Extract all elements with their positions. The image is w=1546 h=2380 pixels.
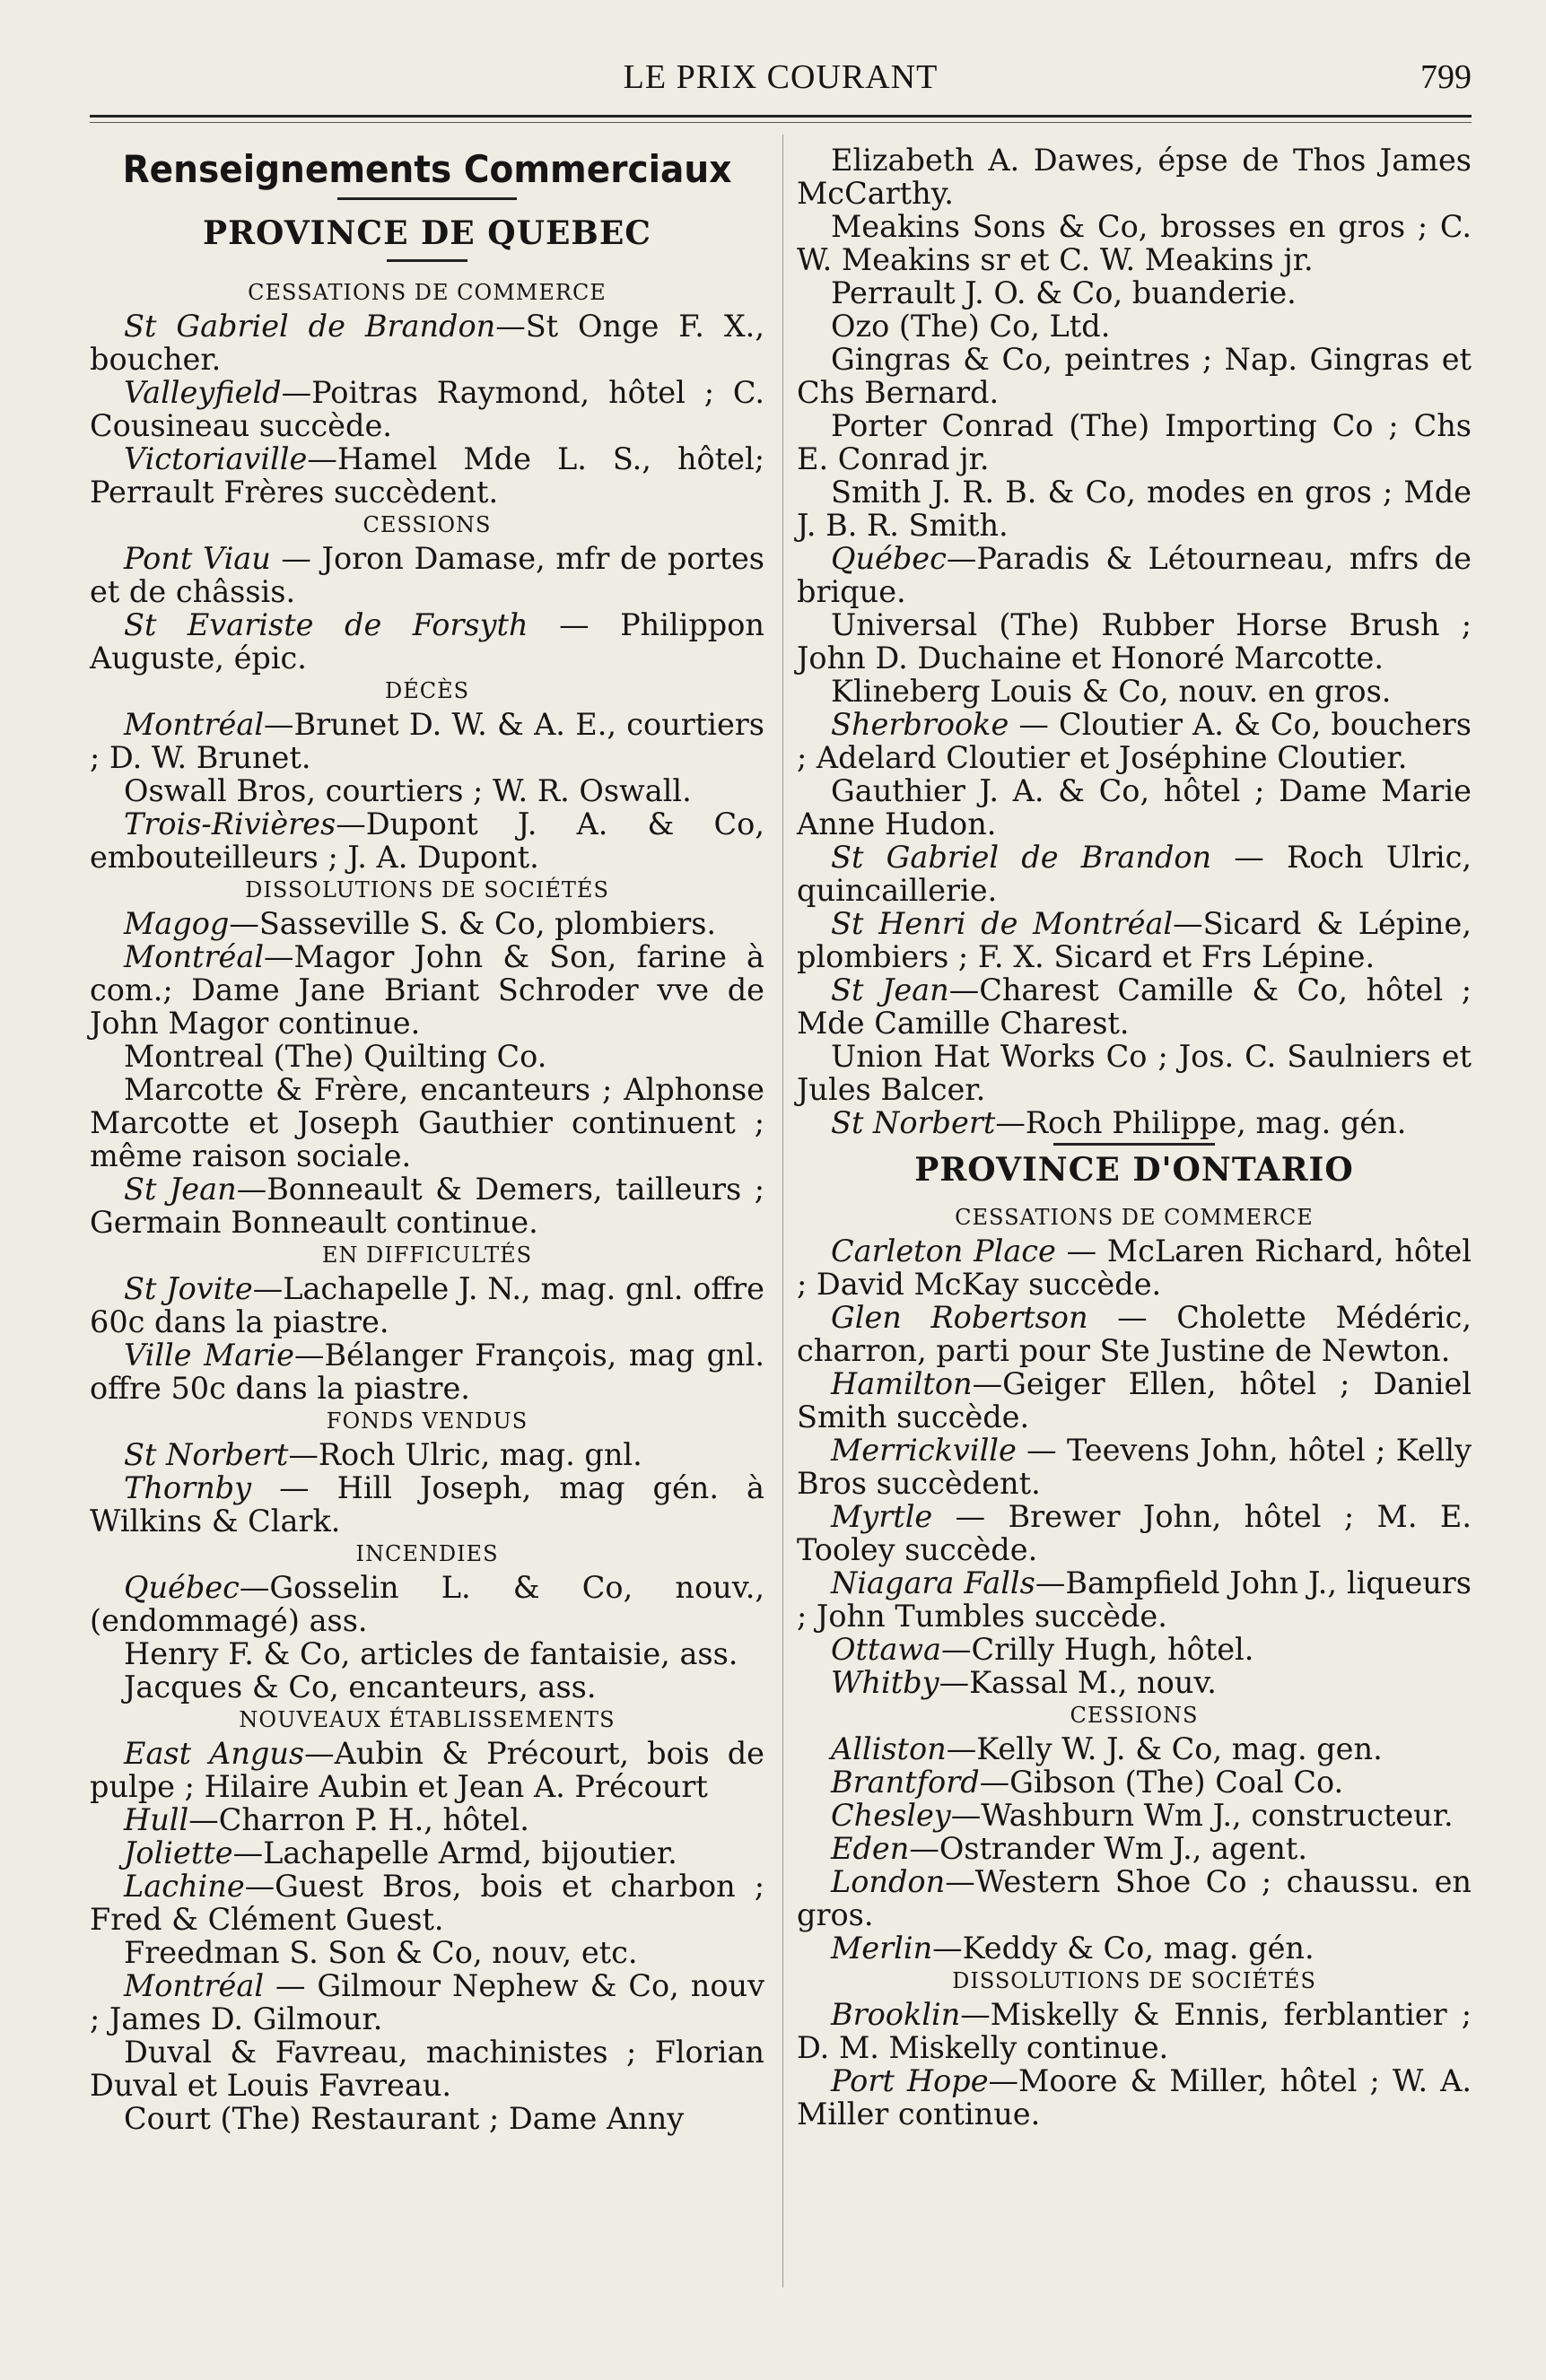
listing-place: Chesley — [831, 1798, 951, 1833]
province-heading-ontario: PROVINCE D'ONTARIO — [914, 1151, 1354, 1189]
listing-place: Niagara Falls — [831, 1565, 1035, 1600]
listing-text: Court (The) Restaurant ; Dame Anny — [124, 2101, 685, 2136]
listing-text: —Dupont J. A. & Co, embouteilleurs ; J. A. Dupont. — [90, 806, 764, 875]
listing-place: St Jean — [831, 972, 949, 1007]
listing-entry — [797, 542, 1472, 608]
listing-place: Hamilton — [831, 1366, 973, 1401]
listing-text: —Roch Philippe, mag. gén. — [995, 1105, 1407, 1140]
listing-text: —Bélanger François, mag gnl. offre 50c dans la piastre. — [90, 1338, 764, 1406]
listing-entry — [797, 1865, 1472, 1931]
listing-text: — Teevens John, hôtel ; Kelly Bros succèdent. — [797, 1433, 1472, 1501]
listing-text: —Poitras Raymond, hôtel ; C. Cousineau succède. — [90, 375, 764, 443]
listing-place: St Jean — [124, 1172, 237, 1207]
listing-place: Montréal — [124, 707, 265, 742]
listing-entry — [90, 1870, 764, 1936]
listing-entry — [797, 1732, 1472, 1765]
listing-text: Universal (The) Rubber Horse Brush ; John D. Duchaine et Honoré Marcotte. — [797, 607, 1472, 676]
listing-place: Eden — [831, 1831, 910, 1866]
listing-place: Brantford — [831, 1765, 980, 1800]
listing-text: — McLaren Richard, hôtel ; David McKay succède. — [797, 1234, 1472, 1302]
listing-entry — [90, 774, 764, 807]
listing-entry — [797, 708, 1472, 774]
listing-text: Marcotte & Frère, encanteurs ; Alphonse Marcotte et Joseph Gauthier continuent ; même raison sociale. — [90, 1072, 764, 1173]
listing-place: Glen Robertson — [831, 1300, 1088, 1335]
listing-text: —Sicard & Lépine, plombiers ; F. X. Sicard et Frs Lépine. — [797, 906, 1472, 974]
listing-text: Elizabeth A. Dawes, épse de Thos James McCarthy. — [797, 143, 1472, 211]
listing-entry — [90, 1936, 764, 1969]
listing-entry — [797, 1666, 1472, 1699]
listing-text: — Cholette Médéric, charron, parti pour Ste Justine de Newton. — [797, 1300, 1472, 1368]
province-heading-quebec: PROVINCE DE QUEBEC — [203, 214, 651, 252]
listing-entry — [90, 376, 764, 442]
listing-entry — [90, 309, 764, 376]
header-rule — [90, 115, 1472, 118]
listing-entry — [90, 1338, 764, 1405]
listing-entry — [797, 309, 1472, 343]
listing-entry — [797, 2064, 1472, 2131]
province-rule-top — [1053, 1143, 1215, 1146]
right-leading-entries — [797, 144, 1472, 1139]
listing-entry — [90, 1670, 764, 1704]
listing-entry — [90, 1173, 764, 1239]
listing-entry — [797, 907, 1472, 973]
listing-text: Montreal (The) Quilting Co. — [124, 1039, 547, 1074]
listing-entry — [797, 1765, 1472, 1799]
listing-place: Port Hope — [831, 2063, 989, 2098]
main-title: Renseignements Commerciaux — [122, 147, 732, 191]
listing-text: Union Hat Works Co ; Jos. C. Saulniers et Jules Balcer. — [797, 1039, 1472, 1107]
listing-place: Brooklin — [831, 1997, 961, 2032]
listing-place: Joliette — [124, 1835, 233, 1870]
listing-text: Klineberg Louis & Co, nouv. en gros. — [831, 674, 1392, 709]
listing-entry — [797, 144, 1472, 210]
spacer — [797, 1190, 1472, 1201]
listing-entry — [90, 708, 764, 774]
listing-text: —Kelly W. J. & Co, mag. gen. — [946, 1731, 1383, 1766]
listing-text: —Sasseville S. & Co, plombiers. — [229, 906, 717, 941]
listing-text: —Lachapelle Armd, bijoutier. — [232, 1835, 677, 1870]
listing-text: —Brunet D. W. & A. E., courtiers ; D. W. Brunet. — [90, 707, 764, 775]
listing-text: —Charron P. H., hôtel. — [188, 1802, 529, 1837]
listing-entry — [90, 807, 764, 874]
section-heading: CESSATIONS DE COMMERCE — [955, 1205, 1314, 1230]
title-rule — [337, 197, 517, 200]
page-number: 799 — [1420, 58, 1472, 96]
listing-text: Gingras & Co, peintres ; Nap. Gingras et Chs Bernard. — [797, 342, 1472, 410]
right-sections — [797, 1201, 1472, 2131]
listing-entry — [797, 1234, 1472, 1301]
listing-text: Meakins Sons & Co, brosses en gros ; C. W. Meakins sr et C. W. Meakins jr. — [797, 209, 1472, 277]
listing-text: —Guest Bros, bois et charbon ; Fred & Clément Guest. — [90, 1869, 764, 1937]
listing-text: —Bampfield John J., liqueurs ; John Tumbles succède. — [797, 1565, 1472, 1634]
listing-entry — [797, 1832, 1472, 1865]
listing-entry — [797, 1799, 1472, 1832]
listing-place: Hull — [124, 1802, 189, 1837]
province-rule — [387, 259, 467, 262]
listing-text: — Brewer John, hôtel ; M. E. Tooley succède. — [797, 1499, 1472, 1567]
listing-text: — Hill Joseph, mag gén. à Wilkins & Clark. — [90, 1470, 764, 1539]
listing-place: Alliston — [831, 1731, 947, 1766]
listing-entry — [797, 343, 1472, 409]
listing-text: —Western Shoe Co ; chaussu. en gros. — [797, 1864, 1472, 1932]
listing-text: —Roch Ulric, mag. gnl. — [288, 1437, 642, 1472]
listing-place: St Norbert — [124, 1437, 289, 1472]
listing-text: —Aubin & Précourt, bois de pulpe ; Hilaire Aubin et Jean A. Précourt — [90, 1736, 764, 1804]
listing-text: Jacques & Co, encanteurs, ass. — [124, 1669, 597, 1704]
listing-text: —Bonneault & Demers, tailleurs ; Germain Bonneault continue. — [90, 1172, 764, 1240]
listing-text: —Washburn Wm J., constructeur. — [950, 1798, 1454, 1833]
listing-text: — Roch Ulric, quincaillerie. — [797, 840, 1472, 908]
listing-place: Whitby — [831, 1665, 939, 1700]
listing-text: —Charest Camille & Co, hôtel ; Mde Camille Charest. — [797, 972, 1472, 1041]
listing-entry — [90, 1836, 764, 1870]
section-heading: INCENDIES — [355, 1541, 499, 1566]
listing-entry — [90, 2102, 764, 2135]
listing-entry — [797, 276, 1472, 309]
listing-text: —Hamel Mde L. S., hôtel; Perrault Frères succèdent. — [90, 441, 764, 510]
section-heading: EN DIFFICULTÉS — [321, 1242, 533, 1268]
listing-place: Thornby — [124, 1470, 252, 1505]
listing-entry — [797, 475, 1472, 542]
listing-entry — [797, 409, 1472, 475]
listing-text: Porter Conrad (The) Importing Co ; Chs E. Conrad jr. — [797, 408, 1472, 476]
listing-entry — [90, 1803, 764, 1836]
section-heading: CESSIONS — [362, 512, 492, 537]
listing-entry — [90, 2036, 764, 2102]
listing-place: Magog — [124, 906, 230, 941]
listing-text: — Joron Damase, mfr de portes et de châssis. — [90, 541, 764, 609]
listing-entry — [90, 1737, 764, 1803]
listing-entry — [90, 1637, 764, 1670]
listing-entry — [797, 1500, 1472, 1566]
right-column — [797, 144, 1472, 2131]
listing-place: Victoriaville — [124, 441, 308, 476]
listing-text: —Moore & Miller, hôtel ; W. A. Miller continue. — [797, 2063, 1472, 2132]
listing-entry — [797, 1633, 1472, 1666]
section-heading: CESSATIONS DE COMMERCE — [248, 280, 607, 305]
listing-text: Gauthier J. A. & Co, hôtel ; Dame Marie Anne Hudon. — [797, 773, 1472, 841]
listing-place: Trois-Rivières — [124, 806, 336, 841]
listing-entry — [90, 1471, 764, 1538]
listing-place: Québec — [124, 1570, 240, 1605]
listing-text: — Cloutier A. & Co, bouchers ; Adelard Cloutier et Joséphine Cloutier. — [797, 707, 1472, 775]
listing-text: —Gibson (The) Coal Co. — [979, 1765, 1344, 1800]
listing-entry — [90, 442, 764, 509]
listing-entry — [90, 1272, 764, 1338]
listing-entry — [90, 1040, 764, 1073]
listing-entry — [797, 1106, 1472, 1139]
listing-entry — [797, 1998, 1472, 2064]
listing-text: Smith J. R. B. & Co, modes en gros ; Mde J. B. R. Smith. — [797, 475, 1472, 543]
listing-entry — [797, 608, 1472, 675]
listing-place: Carleton Place — [831, 1234, 1056, 1268]
listing-entry — [797, 841, 1472, 907]
listing-place: Merlin — [831, 1931, 933, 1966]
listing-place: St Norbert — [831, 1105, 996, 1140]
listing-place: Sherbrooke — [831, 707, 1009, 742]
listing-entry — [90, 608, 764, 675]
listing-entry — [90, 1571, 764, 1637]
listing-entry — [797, 675, 1472, 708]
listing-place: Lachine — [124, 1869, 245, 1904]
listing-place: Ville Marie — [124, 1338, 294, 1373]
section-heading: NOUVEAUX ÉTABLISSEMENTS — [239, 1707, 616, 1732]
listing-entry — [797, 1301, 1472, 1367]
listing-entry — [797, 210, 1472, 276]
listing-entry — [797, 1566, 1472, 1633]
listing-entry — [797, 973, 1472, 1040]
section-heading: DISSOLUTIONS DE SOCIÉTÉS — [245, 877, 609, 902]
listing-text: Freedman S. Son & Co, nouv, etc. — [124, 1935, 638, 1970]
listing-text: Henry F. & Co, articles de fantaisie, ass. — [124, 1636, 738, 1671]
listing-text: —St Onge F. X., boucher. — [90, 309, 764, 377]
listing-entry — [90, 1438, 764, 1471]
listing-place: Montréal — [124, 939, 265, 974]
listing-entry — [797, 1367, 1472, 1434]
listing-place: St Gabriel de Brandon — [124, 309, 496, 344]
listing-place: St Gabriel de Brandon — [831, 840, 1212, 875]
running-title: LE PRIX COURANT — [623, 58, 939, 96]
listing-text: —Lachapelle J. N., mag. gnl. offre 60c dans la piastre. — [90, 1271, 764, 1339]
listing-text: Oswall Bros, courtiers ; W. R. Oswall. — [124, 773, 692, 808]
listing-place: Pont Viau — [124, 541, 271, 576]
listing-entry — [90, 1969, 764, 2036]
listing-place: St Jovite — [124, 1271, 253, 1306]
listing-entry — [797, 1931, 1472, 1965]
section-heading: FONDS VENDUS — [326, 1408, 528, 1434]
listing-text: —Geiger Ellen, hôtel ; Daniel Smith succède. — [797, 1366, 1472, 1434]
listing-place: Myrtle — [831, 1499, 933, 1534]
listing-text: Ozo (The) Co, Ltd. — [831, 309, 1111, 344]
column-divider — [782, 135, 783, 2288]
section-heading: DÉCÈS — [384, 678, 470, 703]
listing-place: St Evariste de Forsyth — [124, 607, 528, 642]
listing-text: —Magor John & Son, farine à com.; Dame Jane Briant Schroder vve de John Magor continue. — [90, 939, 764, 1041]
listing-text: — Philippon Auguste, épic. — [90, 607, 764, 676]
listing-place: St Henri de Montréal — [831, 906, 1174, 941]
listing-entry — [797, 1434, 1472, 1500]
listing-text: —Paradis & Létourneau, mfrs de brique. — [797, 541, 1472, 609]
listing-entry — [90, 1073, 764, 1173]
listing-text: —Miskelly & Ennis, ferblantier ; D. M. Miskelly continue. — [797, 1997, 1472, 2065]
listing-text: Duval & Favreau, machinistes ; Florian Duval et Louis Favreau. — [90, 2035, 764, 2103]
listing-place: London — [831, 1864, 946, 1899]
listing-place: Ottawa — [831, 1632, 942, 1667]
listing-entry — [90, 940, 764, 1040]
listing-place: Québec — [831, 541, 947, 576]
listing-place: Montréal — [124, 1968, 265, 2003]
section-heading: CESSIONS — [1070, 1703, 1199, 1728]
listing-text: — Gilmour Nephew & Co, nouv ; James D. Gilmour. — [90, 1968, 764, 2036]
left-sections — [90, 276, 764, 2135]
listing-entry — [797, 774, 1472, 841]
header-rule-thin — [90, 122, 1472, 123]
listing-entry — [90, 542, 764, 608]
listing-text: —Gosselin L. & Co, nouv., (endommagé) ass. — [90, 1570, 764, 1638]
listing-place: Valleyfield — [124, 375, 282, 410]
listing-text: —Ostrander Wm J., agent. — [909, 1831, 1307, 1866]
section-heading: DISSOLUTIONS DE SOCIÉTÉS — [952, 1968, 1316, 1993]
listing-entry — [797, 1040, 1472, 1106]
listing-text: —Kassal M., nouv. — [939, 1665, 1217, 1700]
page-header — [90, 56, 1472, 109]
listing-place: Merrickville — [831, 1433, 1017, 1468]
listing-place: East Angus — [124, 1736, 305, 1771]
listing-text: —Keddy & Co, mag. gén. — [932, 1931, 1315, 1966]
listing-text: —Crilly Hugh, hôtel. — [941, 1632, 1254, 1667]
left-column — [90, 144, 764, 2135]
listing-entry — [90, 907, 764, 940]
listing-text: Perrault J. O. & Co, buanderie. — [831, 275, 1297, 310]
